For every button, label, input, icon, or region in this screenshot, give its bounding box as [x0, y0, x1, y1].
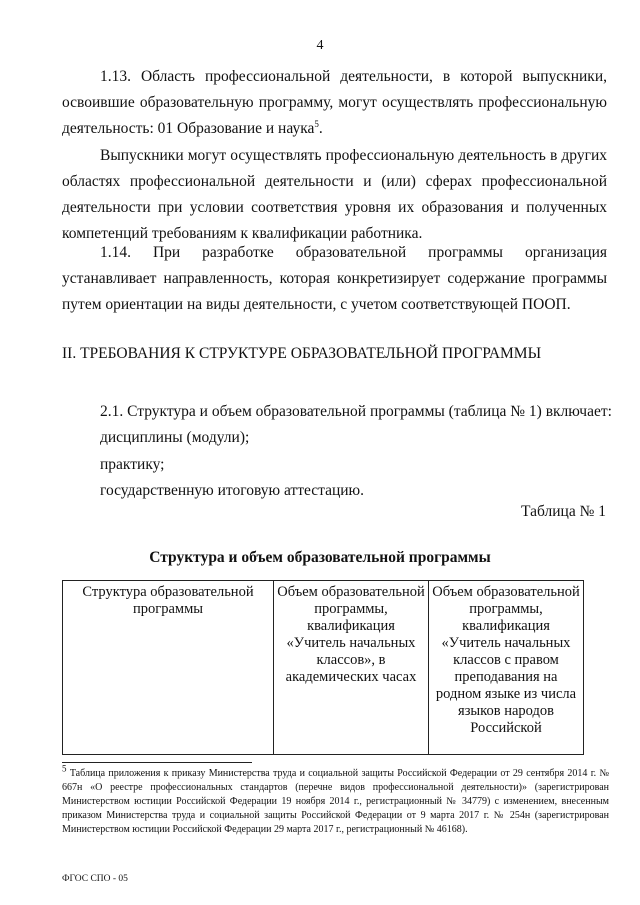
- footnote-text: Таблица приложения к приказу Министерства труда и социальной защиты Российской Федерации от 29 сентября 2014 г. № 667н «О реестре профессиональных стандартов (перечне видов профессиональной деятельности)» (зарегистрирован Министерством юстиции Российской Федерации 19 ноября 2014 г., регистрационный № 34779) с изменением, внесенным приказом Министерства труда и социальной защиты Российской Федерации от 9 марта 2017 г. № 254н (зарегистрирован Министерством юстиции Российской Федерации 29 марта 2017 г., регистрационный № 46168).: [62, 768, 610, 835]
- footnote: [62, 763, 610, 837]
- paragraph-1-13-end: .: [318, 120, 323, 137]
- section-heading: II. ТРЕБОВАНИЯ К СТРУКТУРЕ ОБРАЗОВАТЕЛЬНОЙ ПРОГРАММЫ: [62, 345, 542, 362]
- table-title: Структура и объем образовательной программы: [149, 549, 491, 566]
- paragraph-1-13: [62, 64, 607, 142]
- footer-code: ФГОС СПО - 05: [62, 874, 128, 884]
- list-item: практику;: [100, 456, 165, 473]
- table-header-volume-primary: Объем образовательной программы, квалификация «Учитель начальных классов», в академических часах: [274, 581, 429, 755]
- footnote-ref: 5: [314, 118, 319, 129]
- list-item: дисциплины (модули);: [100, 429, 250, 446]
- footnote-divider: [62, 762, 252, 763]
- table-label: Таблица № 1: [521, 503, 606, 520]
- structure-table: [62, 580, 584, 755]
- paragraph-graduates: Выпускники могут осуществлять профессиональную деятельность в других областях профессиональной деятельности и (или) сферах профессиональной деятельности при условии соответствия уровня их образования и полученных компетенций требованиям к квалификации работника.: [62, 147, 607, 242]
- table-header-row: [63, 581, 584, 755]
- paragraph-1-13-text: 1.13. Область профессиональной деятельности, в которой выпускники, освоившие образовательную программу, могут осуществлять профессиональную деятельность: 01 Образование и наука: [62, 68, 607, 137]
- paragraph-2-1: 2.1. Структура и объем образовательной программы (таблица № 1) включает:: [100, 403, 612, 420]
- table-header-volume-native-language: Объем образовательной программы, квалификация «Учитель начальных классов с правом преподавания на родном языке из числа языков народов Российской: [429, 581, 584, 755]
- table-header-structure: Структура образовательной программы: [63, 581, 274, 755]
- page-number: 4: [316, 38, 324, 53]
- list-item: государственную итоговую аттестацию.: [100, 482, 365, 499]
- paragraph-1-14: 1.14. При разработке образовательной программы организация устанавливает направленность, которая конкретизирует содержание программы путем ориентации на виды деятельности, с учетом соответствующей ПООП.: [62, 244, 607, 313]
- footnote-mark: 5: [62, 763, 67, 774]
